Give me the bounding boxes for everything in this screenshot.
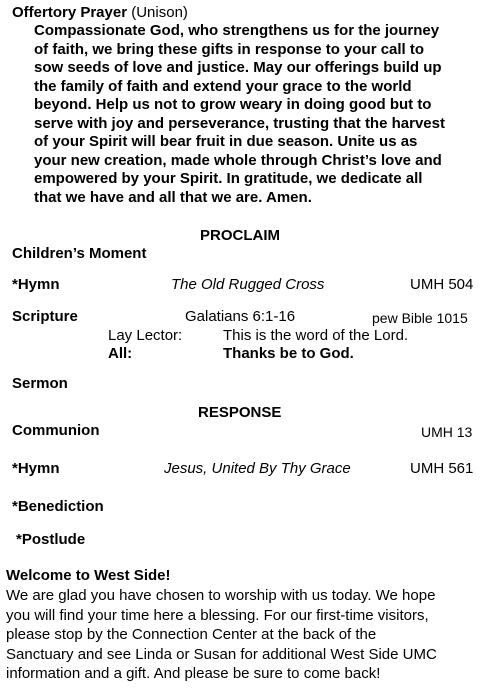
offertory-heading <box>12 4 188 22</box>
closing-hymn-label: *Hymn <box>12 460 60 477</box>
welcome-line: please stop by the Connection Center at the back of the <box>6 626 377 643</box>
closing-hymn-ref: UMH 561 <box>410 460 474 477</box>
childrens-moment-label: Children’s Moment <box>12 245 147 262</box>
lay-lector-text: This is the word of the Lord. <box>223 327 409 344</box>
prayer-line: that we have and all that we are. Amen. <box>34 188 312 206</box>
welcome-line: We are glad you have chosen to worship with us today. We hope <box>6 587 436 604</box>
lay-lector-label: Lay Lector: <box>108 327 183 344</box>
welcome-line: you will find your time here a blessing. For our first-time visitors, <box>6 606 429 624</box>
hymn-ref: UMH 504 <box>410 276 474 293</box>
prayer-line: beyond. Help us not to grow weary in doing good but to <box>34 96 432 113</box>
prayer-line: your new creation, made whole through Christ’s love and <box>34 151 442 169</box>
offertory-prayer-text <box>34 22 482 207</box>
offertory-title: Offertory Prayer <box>12 4 128 21</box>
offertory-note: (Unison) <box>131 4 188 21</box>
hymn-title: The Old Rugged Cross <box>171 276 325 293</box>
prayer-line: of faith, we bring these gifts in response to your call to <box>34 40 425 58</box>
response-heading: RESPONSE <box>198 404 282 421</box>
welcome-title: Welcome to West Side! <box>6 567 171 584</box>
postlude-label: *Postlude <box>16 531 86 548</box>
welcome-line: Sanctuary and see Linda or Susan for additional West Side UMC <box>6 645 437 663</box>
all-response-text: Thanks be to God. <box>223 345 354 362</box>
prayer-line: Compassionate God, who strengthens us for the journey <box>34 22 440 39</box>
scripture-label: Scripture <box>12 308 78 325</box>
welcome-line: information and a gift. And please be sure to come back! <box>6 665 381 682</box>
prayer-line: serve with joy and perseverance, trusting that the harvest <box>34 114 445 132</box>
benediction-label: *Benediction <box>12 498 104 515</box>
proclaim-heading: PROCLAIM <box>200 227 280 244</box>
prayer-line: sow seeds of love and justice. May our offerings build up <box>34 59 442 76</box>
sermon-label: Sermon <box>12 375 68 392</box>
communion-ref: UMH 13 <box>421 424 473 440</box>
prayer-line: the family of faith and extend your grace to the world <box>34 77 412 95</box>
prayer-line: of your Spirit will bear fruit in due season. Unite us as <box>34 133 418 150</box>
prayer-line: empowered by your Spirit. In gratitude, we dedicate all <box>34 170 423 187</box>
hymn-label: *Hymn <box>12 276 60 293</box>
scripture-passage: Galatians 6:1-16 <box>185 308 296 325</box>
all-label: All: <box>108 345 133 362</box>
scripture-ref: pew Bible 1015 <box>372 310 468 326</box>
welcome-text <box>6 586 486 684</box>
closing-hymn-title: Jesus, United By Thy Grace <box>164 460 351 477</box>
communion-label: Communion <box>12 422 100 439</box>
